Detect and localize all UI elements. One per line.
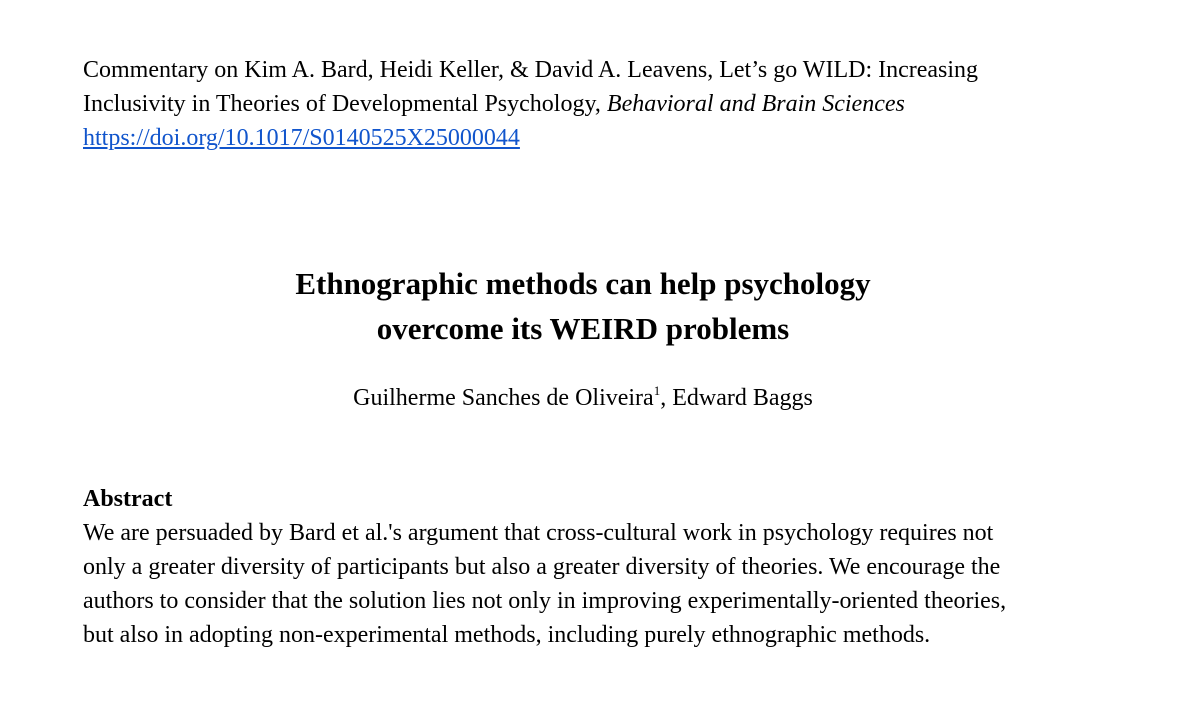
abstract-line: only a greater diversity of participants but also a greater diversity of theories. We encourage the [83, 554, 1001, 580]
abstract-line: but also in adopting non-experimental methods, including purely ethnographic methods. [83, 622, 931, 648]
commentary-line-2: Inclusivity in Theories of Developmental Psychology, [83, 91, 607, 117]
title-line-1: Ethnographic methods can help psychology [295, 266, 871, 301]
author-1: Guilherme Sanches de Oliveira [353, 385, 654, 411]
abstract-line: We are persuaded by Bard et al.'s argument that cross-cultural work in psychology requires not [83, 520, 994, 546]
author-separator: , [660, 385, 673, 411]
abstract-section [83, 482, 1083, 652]
author-1-affiliation: 1 [653, 383, 661, 398]
paper-title [83, 261, 1083, 351]
title-line-2: overcome its WEIRD problems [376, 311, 790, 346]
abstract-heading: Abstract [83, 486, 173, 512]
paper-page [83, 53, 1083, 648]
commentary-line-1: Commentary on Kim A. Bard, Heidi Keller, & David A. Leavens, Let’s go WILD: Increasing [83, 57, 979, 83]
abstract-line: authors to consider that the solution lies not only in improving experimentally-oriented theories, [83, 588, 1007, 614]
journal-name: Behavioral and Brain Sciences [606, 91, 905, 117]
doi-link[interactable]: https://doi.org/10.1017/S0140525X25000044 [83, 125, 520, 151]
author-2: Edward Baggs [672, 385, 813, 411]
commentary-citation [83, 53, 1083, 155]
author-list [83, 381, 1083, 415]
